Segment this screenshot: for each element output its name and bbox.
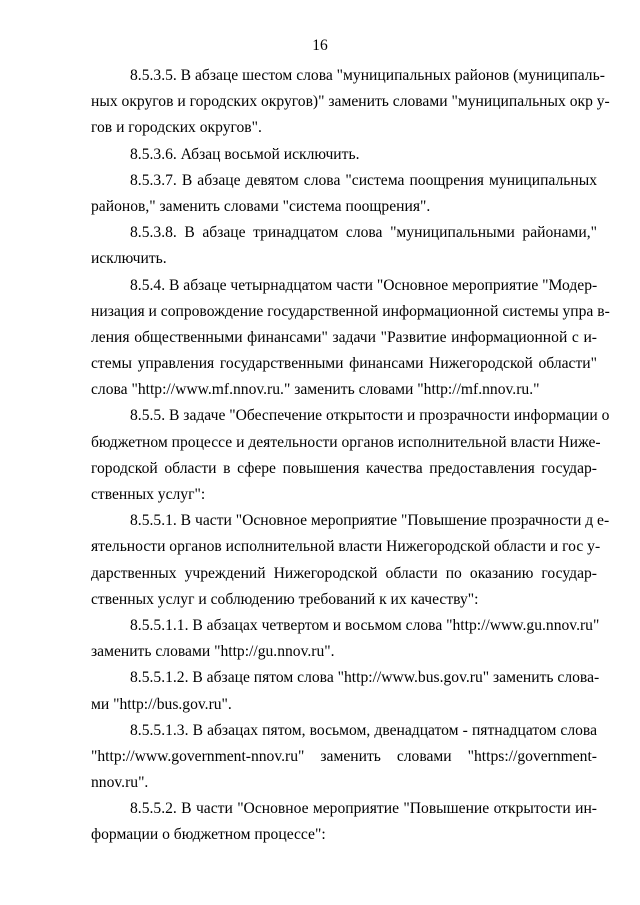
paragraph-line: ления общественными финансами" задачи "Развитие информационной с и- [91,328,597,346]
paragraph-line: ми "http://bus.gov.ru". [91,695,232,713]
paragraph-line: формации о бюджетном процессе": [91,826,326,844]
paragraph-line: низация и сопровождение государственной информационной системы упра в- [91,302,610,320]
paragraph [91,665,600,717]
page-number: 16 [312,37,328,54]
paragraph-line: районов," заменить словами "система поощрения". [91,197,431,215]
paragraph-line: ных округов и городских округов)" заменить словами "муниципальных окр у- [91,93,610,111]
paragraph-line: ятельности органов исполнительной власти Нижегородской области и гос у- [91,538,601,556]
paragraph-line: 8.5.3.7. В абзаце девятом слова "система поощрения муниципальных [130,171,597,189]
paragraph [91,718,597,797]
paragraph-line: исключить. [91,250,167,268]
paragraph [91,403,610,508]
paragraph-line: гов и городских округов". [91,119,262,137]
paragraph-line: дарственных учреждений Нижегородской области по оказанию государ- [91,564,597,582]
paragraph-line: 8.5.3.5. В абзаце шестом слова "муниципальных районов (муниципаль- [130,67,605,84]
paragraph-line: городской области в сфере повышения качества предоставления государ- [91,459,597,477]
paragraph-line: заменить словами "http://gu.nnov.ru". [91,643,335,661]
paragraph [91,508,610,613]
paragraph-line: 8.5.3.8. В абзаце тринадцатом слова "муниципальными районами," [130,224,597,242]
paragraph-line: 8.5.5.1.2. В абзаце пятом слова "http://www.bus.gov.ru" заменить слова- [130,669,600,687]
paragraph-line: 8.5.3.6. Абзац восьмой исключить. [130,145,360,163]
paragraph [91,613,600,665]
paragraph-line: 8.5.5.2. В части "Основное мероприятие "Повышение открытости ин- [130,800,597,818]
paragraph-line: 8.5.5.1. В части "Основное мероприятие "Повышение прозрачности д е- [130,512,610,530]
paragraph-line: бюджетном процессе и деятельности органов исполнительной власти Ниже- [91,433,601,451]
paragraph [91,273,610,404]
paragraph-line: ственных услуг": [91,486,206,503]
paragraph-line: nnov.ru". [91,774,149,792]
paragraph-line: 8.5.4. В абзаце четырнадцатом части "Основное мероприятие "Модер- [130,276,598,294]
paragraph [91,63,610,142]
paragraph-line: стемы управления государственными финансами Нижегородской области" [91,355,597,373]
paragraph-line: 8.5.5. В задаче "Обеспечение открытости и прозрачности информации о [130,407,610,425]
paragraph [91,796,597,848]
paragraph-line: 8.5.5.1.3. В абзацах пятом, восьмом, двенадцатом - пятнадцатом слова [130,721,597,739]
paragraph-line: слова "http://www.mf.nnov.ru." заменить словами "http://mf.nnov.ru." [91,381,540,399]
paragraph [91,142,597,168]
paragraph [91,220,597,272]
paragraph-line: "http://www.government-nnov.ru" заменить словами "https://government- [91,747,597,765]
paragraph-line: ственных услуг и соблюдению требований к их качеству": [91,590,479,608]
paragraph [91,168,597,220]
paragraph-line: 8.5.5.1.1. В абзацах четвертом и восьмом слова "http://www.gu.nnov.ru" [130,616,600,634]
document-body [91,63,610,849]
